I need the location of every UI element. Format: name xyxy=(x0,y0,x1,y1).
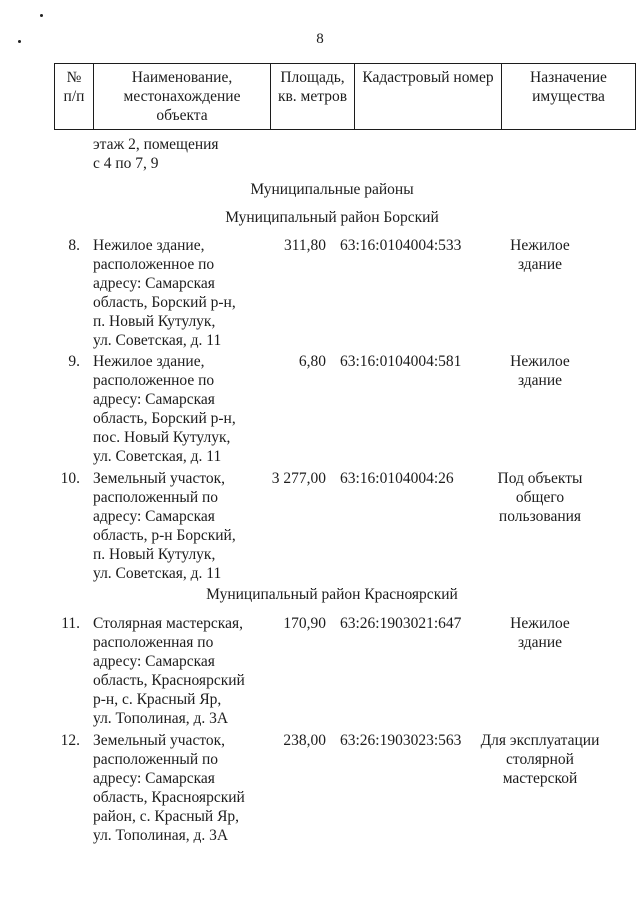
property-table-header xyxy=(54,63,636,130)
row-purpose: Нежилое здание xyxy=(510,237,570,273)
row-purpose: Для эксплуатации столярной мастерской xyxy=(480,732,600,787)
header-cadastral xyxy=(355,64,502,130)
row-object-name: Земельный участок, расположенный по адресу: Самарская область, Красноярский район, с. Красный Яр, ул. Тополиная, д. 3А xyxy=(93,732,245,844)
table-header-row xyxy=(55,64,636,130)
row-number: 10. xyxy=(60,470,80,487)
header-name-label: Наименование, местонахождение объекта xyxy=(123,69,241,124)
row-number: 8. xyxy=(68,237,80,254)
row-area: 311,80 xyxy=(283,237,326,254)
row-number: 9. xyxy=(68,353,80,370)
scan-speck xyxy=(40,14,43,17)
row-area: 238,00 xyxy=(283,732,326,749)
header-purpose-label: Назначение имущества xyxy=(530,69,607,105)
row-object-name: Земельный участок, расположенный по адресу: Самарская область, р-н Борский, п. Новый Кутулук, ул. Советская, д. 11 xyxy=(93,470,236,582)
row-area: 170,90 xyxy=(283,615,326,632)
header-cadastral-label: Кадастровый номер xyxy=(362,69,494,86)
row-cadastral-number: 63:26:1903023:563 xyxy=(340,732,462,749)
row-cadastral-number: 63:26:1903021:647 xyxy=(340,615,462,632)
row-area: 6,80 xyxy=(298,353,326,370)
row-number: 12. xyxy=(60,732,80,749)
page-number: 8 xyxy=(316,31,324,47)
row-number: 11. xyxy=(61,615,80,632)
row-purpose: Под объекты общего пользования xyxy=(497,470,583,525)
header-area-label: Площадь, кв. метров xyxy=(277,69,348,105)
row-purpose: Нежилое здание xyxy=(510,615,570,651)
header-num xyxy=(55,64,94,130)
header-name xyxy=(94,64,271,130)
section-subheading: Муниципальный район Борский xyxy=(225,209,439,226)
section-subheading: Муниципальный район Красноярский xyxy=(206,586,458,603)
row-object-name: Нежилое здание, расположенное по адресу: Самарская область, Борский р-н, пос. Новый Кутулук, ул. Советская, д. 11 xyxy=(93,353,236,465)
header-area xyxy=(271,64,355,130)
continuation-text: этаж 2, помещения с 4 по 7, 9 xyxy=(93,136,219,172)
header-num-label: № п/п xyxy=(63,69,85,105)
row-cadastral-number: 63:16:0104004:533 xyxy=(340,237,462,254)
row-cadastral-number: 63:16:0104004:26 xyxy=(340,470,454,487)
row-object-name: Столярная мастерская, расположенная по адресу: Самарская область, Красноярский р-н, с. Красный Яр, ул. Тополиная, д. 3А xyxy=(93,615,245,727)
section-heading: Муниципальные районы xyxy=(250,181,414,198)
header-purpose xyxy=(502,64,636,130)
row-object-name: Нежилое здание, расположенное по адресу: Самарская область, Борский р-н, п. Новый Кутулук, ул. Советская, д. 11 xyxy=(93,237,236,349)
row-area: 3 277,00 xyxy=(271,470,326,487)
row-cadastral-number: 63:16:0104004:581 xyxy=(340,353,462,370)
row-purpose: Нежилое здание xyxy=(510,353,570,389)
